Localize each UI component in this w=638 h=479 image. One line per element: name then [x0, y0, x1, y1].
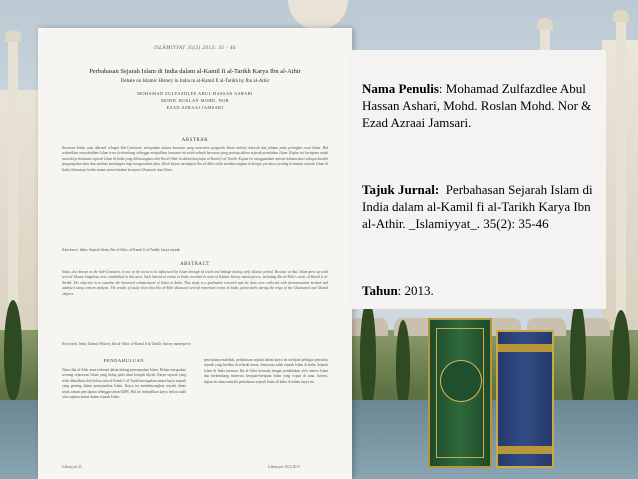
page-footer-left: Islāmiyyat 35	[62, 465, 82, 469]
author-name: MOHD. ROSLAN MOHD. NOR	[161, 98, 229, 103]
page-footer-right: Islāmiyyat 35(2) 2013	[268, 465, 300, 469]
year-value: 2013.	[404, 283, 434, 298]
cypress-tree	[396, 320, 410, 410]
author-name: EZAD AZRAAI JAMSARI	[166, 105, 224, 110]
pendahuluan-heading: PENDAHULUAN	[103, 358, 145, 363]
year-label: Tahun	[362, 283, 398, 298]
minaret-small	[540, 28, 550, 52]
cypress-tree	[4, 300, 22, 400]
journal-paper-page	[38, 28, 352, 479]
journal-label: Tajuk Jurnal:	[362, 182, 440, 197]
book-cover-blue	[496, 330, 554, 468]
keywords: Keywords: India; Islamic History; Ibn al-Athir; al-Kamil fi al-Tarikh; history masterpiece	[62, 342, 191, 346]
author-value: Mohamad Zulfazdlee Abul Hassan Ashari, Mohd. Roslan Mohd. Nor & Ezad Azraai Jamsari.	[362, 81, 592, 130]
book-cover-al-kamil	[428, 318, 492, 468]
paper-subtitle: Debate on Islamic History in India in al-Kamil fi al-Tarikh by Ibn al-Athir	[120, 79, 270, 84]
journal-header: ISLĀMIYYAT 35(2) 2013: 35 - 46	[153, 46, 236, 51]
palace-building-left	[0, 90, 40, 340]
minaret-left	[8, 40, 18, 340]
author-label: Nama Penulis	[362, 81, 439, 96]
author-entry: Nama Penulis: Mohamad Zulfazdlee Abul Hassan Ashari, Mohd. Roslan Mohd. Nor & Ezad Azraai Jamsari.	[362, 81, 592, 130]
kata-kunci: Kata kunci: India; Sejarah Islam; Ibn al-Athir; al-Kamil fi al-Tarikh; karya sejarah	[62, 248, 181, 252]
minaret-right	[616, 20, 626, 340]
author-name: MOHAMAD ZULFAZDLEE ABUL HASSAN ASHARI	[137, 91, 253, 96]
book-medallion	[440, 360, 482, 402]
cypress-tree	[612, 310, 630, 410]
year-entry: Tahun: 2013.	[362, 283, 434, 298]
abstract-heading: ABSTRACT	[180, 262, 210, 267]
abstrak-heading: ABSTRAK	[181, 138, 209, 143]
abstrak-text: Kawasan India, atau dikenali sebagai Sub-Continent, merupakan antara kawasan yang menerima pengaruh Islam melalui dakwah dan jalinan pada peringkat awal Islam. Hal sedemikian menyebabkan Islam terus berkembang sehingga menjadikan kawasan ini salah sebuah kawasan yang penting dalam sejarah peradaban Islam. Kajian ini bertujuan untuk meneliti perbahasan sejarah Islam di India yang dibincangkan oleh Ibn al-Athir di dalam karyanya al-Kamil fi al-Tarikh. Kajian ini menggunakan metode dokumentasi sebagai kaedah pengumpulan data dan analisis kandungan bagi menganalisis data. Hasil kajian mendapati Ibn al-Athir telah membincangkan beberapa peristiwa penting berkaitan sejarah Islam di India, khususnya ketika zaman pemerintahan kerajaan Ghaznawi dan Ghuri.	[62, 146, 328, 172]
paper-title: Perbahasan Sejarah Islam di India dalam al-Kamil fi al-Tarikh Karya Ibn al-Athir	[89, 68, 301, 75]
cypress-tree	[570, 300, 586, 410]
journal-entry	[362, 181, 602, 232]
journal-value: Perbahasan Sejarah Islam di India dalam al-Kamil fi al-Tarikh Karya Ibn al-Athir. _Islamiyyat_. 35(2): 35-46	[362, 182, 593, 231]
intro-column-right: pencipitaan makhluk, perbahasan sejarah dalam karya ini meliputi pelbagai peristiwa sejarah yang berlaku di seluruh dunia. Antaranya ialah sejarah Islam di India. Sejarah Islam di India menurut Ibn al-Athir bermula dengan penaklukan oleh tentera Islam dan berkembang menerusi kerajaan-kerajaan Islam yang wujud di sana. Justeru, kajian ini akan meneliti perbahasan sejarah Islam di India di dalam karya ini.	[204, 358, 328, 384]
paper-authors	[58, 90, 332, 111]
abstract-text: India, also known as the Sub-Continent, is one of the areas to be influenced by Islam through its teach and linkage during early Islamic period. Because of that, Islam grew up until several Islamic kingdoms were established in this area. Such historical events in India recorded in most of Islamic history masterpieces, including Ibn al-Athir's work, al-Kamil fi al-Tarikh. The objective is to examine the historical enhancement of Islam in India. This study is a qualitative research and the data were collected with documentation method and analysed using content analysis. The results of study show that Ibn al-Athir discussed several important events in India, particularly during the reign of the Ghaznawid and Ghurid empires.	[62, 270, 328, 296]
citation-info-panel	[348, 50, 606, 309]
intro-column-left: Nama Ibn al-Athir amat terkenal dalam bidang pensejarahan Islam. Beliau merupakan seorang sejarawan Islam yang hidup pada abad ketujuh hijrah. Karya sejarah yang telah dihasilkan oleh beliau iaitu al-Kamil fi al-Tarikh merupakan antara karya sejarah yang penting dalam pensejarahan Islam. Karya ini membincangkan sejarah dunia sejak zaman penciptaan sehingga tahun 628H. Hal ini menjadikan karya beliau salah satu rujukan utama dalam sejarah Islam.	[62, 368, 186, 400]
cypress-tree	[360, 300, 376, 410]
